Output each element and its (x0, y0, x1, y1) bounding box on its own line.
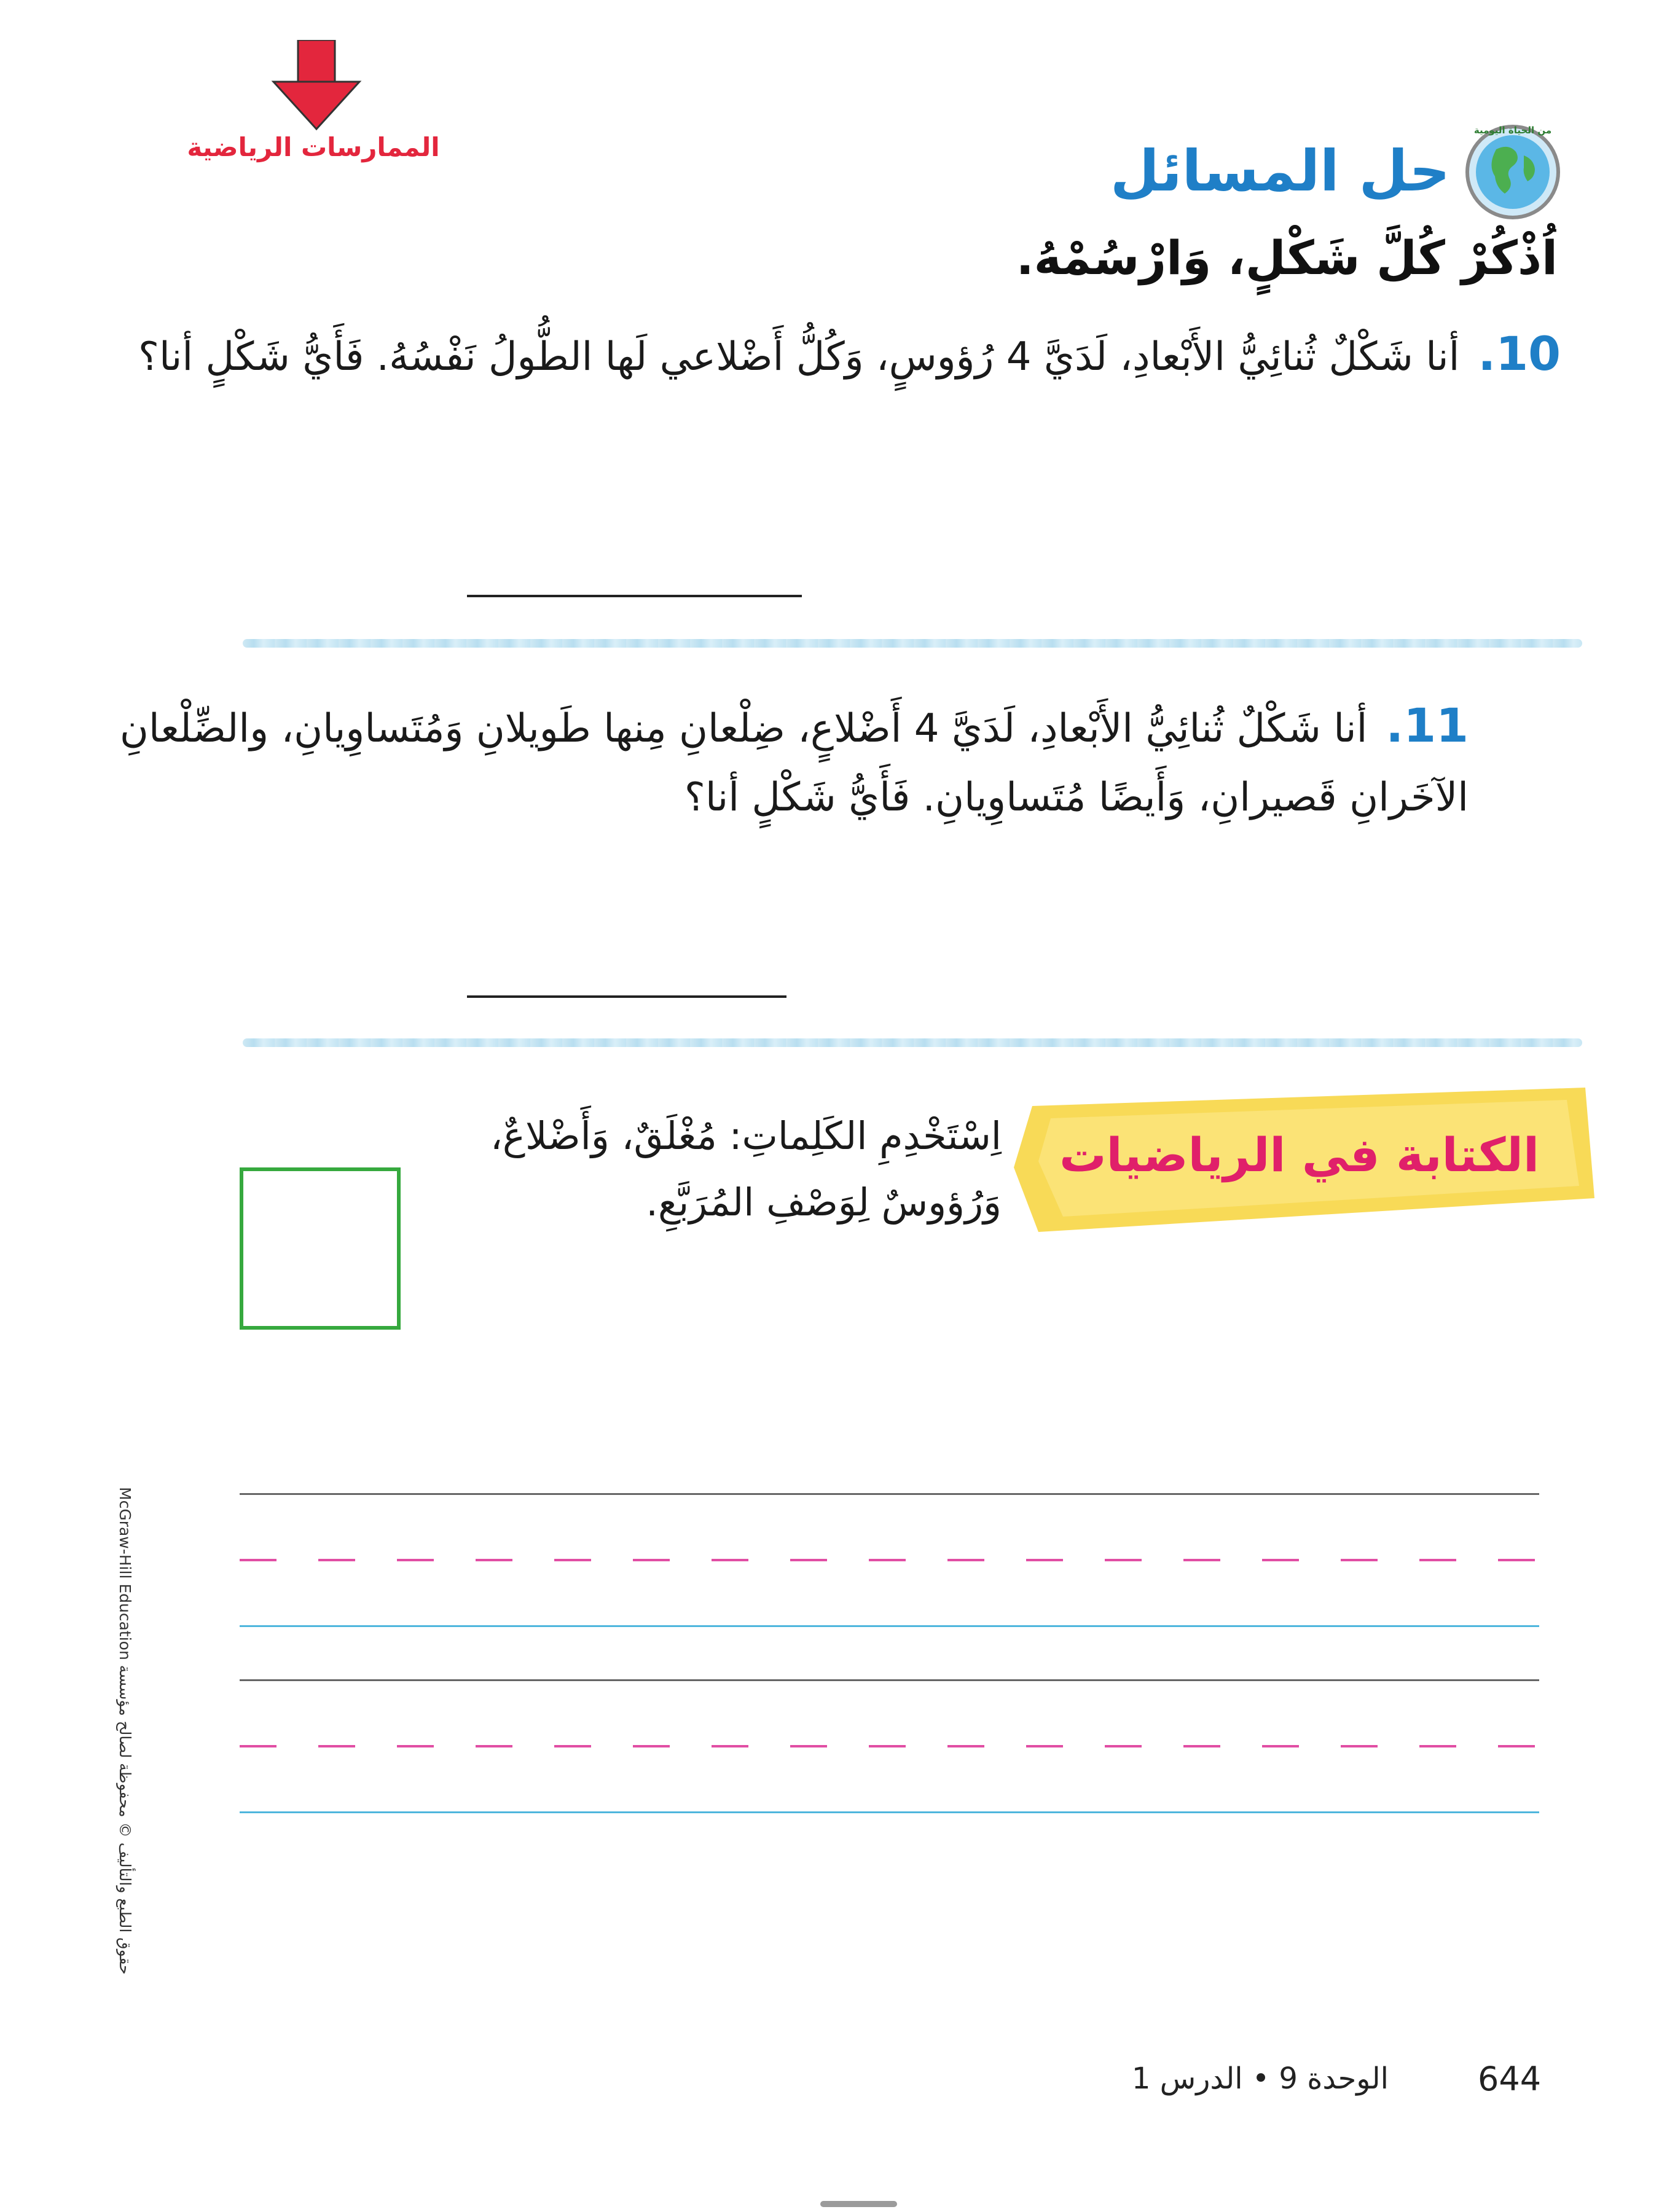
globe-caption: من الحياة اليومية (1473, 125, 1552, 136)
problem-number: 11. (1386, 698, 1469, 753)
instruction-text: اُذْكُرْ كُلَّ شَكْلٍ، وَارْسُمْهُ. (1016, 230, 1558, 285)
writing-prompt: اِسْتَخْدِمِ الكَلِماتِ: مُغْلَقٌ، وَأَضْلاعٌ، وَرُؤوسٌ لِوَصْفِ المُرَبَّعِ. (490, 1113, 1002, 1225)
home-indicator[interactable] (820, 2201, 897, 2207)
separator-dot: • (1252, 2061, 1270, 2096)
problem-11 (117, 691, 1469, 832)
writing-in-math-title: الكتابة في الرياضيات (1059, 1128, 1539, 1182)
answer-line[interactable] (467, 995, 786, 998)
problem-10 (117, 320, 1561, 391)
problem-number: 10. (1478, 326, 1561, 381)
square-drawing (240, 1167, 401, 1330)
globe-icon (1462, 120, 1564, 221)
lesson-label: الدرس (1159, 2061, 1243, 2096)
writing-line-midline (240, 1745, 1539, 1747)
page-number: 644 (1478, 2060, 1542, 2098)
down-arrow-icon (270, 40, 363, 132)
problem-text: أنا شَكْلٌ ثُنائِيُّ الأَبْعادِ، لَدَيَّ 4 رُؤوسٍ، وَكُلُّ أَضْلاعي لَها الطُّولُ نَفْسُهُ. فَأَيُّ شَكْلٍ أنا؟ (138, 334, 1460, 380)
section-divider (243, 639, 1582, 648)
math-practices-label: الممارسات الرياضية (187, 132, 440, 162)
writing-line-top[interactable] (240, 1679, 1539, 1681)
writing-line-midline (240, 1559, 1539, 1561)
lesson-number: 1 (1131, 2061, 1151, 2096)
problem-text: أنا شَكْلٌ ثُنائِيُّ الأَبْعادِ، لَدَيَّ 4 أَضْلاعٍ، ضِلْعانِ مِنها طَويلانِ وَمُتَساوِيانِ، والضِّلْعانِ الآخَرانِ قَصيرانِ، وَأَيضًا مُتَساوِيانِ. فَأَيُّ شَكْلٍ أنا؟ (119, 706, 1469, 820)
writing-line-baseline[interactable] (240, 1625, 1539, 1627)
writing-line-baseline[interactable] (240, 1811, 1539, 1813)
section-divider (243, 1038, 1582, 1047)
unit-lesson-reference (1132, 2061, 1389, 2096)
writing-line-top[interactable] (240, 1493, 1539, 1495)
unit-label: الوحدة (1307, 2061, 1389, 2096)
unit-number: 9 (1279, 2061, 1298, 2096)
answer-line[interactable] (467, 595, 802, 597)
copyright-notice: حقوق الطبع والتأليف © محفوظة لصالح مؤسسة McGraw-Hill Education (116, 1487, 134, 1975)
section-title: حل المسائل (1110, 138, 1450, 204)
